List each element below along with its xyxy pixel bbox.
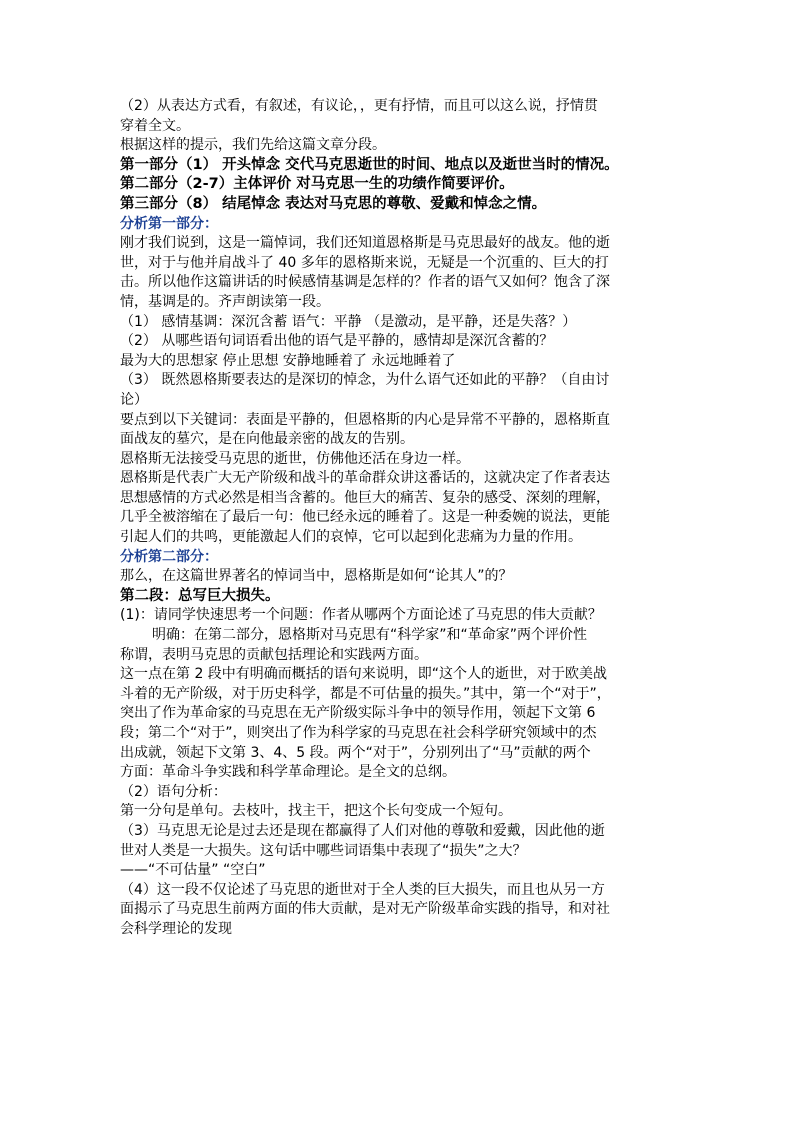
text-line: 那么，在这篇世界著名的悼词当中，恩格斯是如何“论其人”的？ bbox=[120, 568, 513, 585]
section-heading: 分析第一部分： bbox=[120, 215, 218, 232]
text-line: 击。所以他作这篇讲话的时候感情基调是怎样的？作者的语气又如何？饱含了深 bbox=[120, 274, 610, 291]
text-line: 几乎全被溶缩在了最后一句：他已经永远的睡着了。这是一种委婉的说法，更能 bbox=[120, 509, 610, 526]
text-line: 思想感情的方式必然是相当含蓄的。他巨大的痛苦、复杂的感受、深刻的理解， bbox=[120, 489, 610, 506]
bold-text-line: 第二段：总写巨大损失。 bbox=[120, 587, 280, 604]
bold-text-line: 第二部分（2-7）主体评价 对马克思一生的功绩作简要评价。 bbox=[120, 176, 514, 193]
text-line: (1)：请同学快速思考一个问题：作者从哪两个方面论述了马克思的伟大贡献？ bbox=[120, 607, 602, 624]
text-line: （4）这一段不仅论述了马克思的逝世对于全人类的巨大损失，而且也从另一方 bbox=[120, 881, 605, 898]
text-line: 方面：革命斗争实践和科学革命理论。是全文的总纲。 bbox=[120, 764, 456, 781]
bold-text-line: 第一部分（1） 开头悼念 交代马克思逝世的时间、地点以及逝世当时的情况。 bbox=[120, 156, 619, 173]
text-line: 恩格斯是代表广大无产阶级和战斗的革命群众讲这番话的，这就决定了作者表达 bbox=[120, 470, 610, 487]
text-line: （3）马克思无论是过去还是现在都赢得了人们对他的尊敬和爱戴，因此他的逝 bbox=[120, 822, 605, 839]
text-line: 会科学理论的发现 bbox=[120, 920, 232, 937]
text-line: 称谓，表明马克思的贡献包括理论和实践两方面。 bbox=[120, 646, 428, 663]
text-line: 根据这样的提示，我们先给这篇文章分段。 bbox=[120, 137, 386, 154]
text-line: （2）从表达方式看，有叙述，有议论，，更有抒情，而且可以这么说，抒情贯 bbox=[120, 98, 598, 114]
text-line: ——“不可估量” “空白” bbox=[120, 862, 266, 879]
text-line: （1） 感情基调：深沉含蓄 语气：平静 （是激动，是平静，还是失落？） bbox=[120, 313, 577, 330]
text-line: 论） bbox=[120, 391, 148, 408]
text-line: 穿着全文。 bbox=[120, 117, 190, 134]
text-line: 情，基调是的。齐声朗读第一段。 bbox=[120, 293, 330, 310]
text-line: 面揭示了马克思生前两方面的伟大贡献，是对无产阶级革命实践的指导，和对社 bbox=[120, 901, 610, 918]
text-line: （3） 既然恩格斯要表达的是深切的悼念，为什么语气还如此的平静？（自由讨 bbox=[120, 372, 610, 389]
text-line: 明确：在第二部分，恩格斯对马克思有“科学家”和“革命家”两个评价性 bbox=[152, 627, 588, 644]
section-heading: 分析第二部分： bbox=[120, 548, 218, 565]
text-line: 引起人们的共鸣，更能激起人们的哀悼，它可以起到化悲痛为力量的作用。 bbox=[120, 529, 582, 546]
text-line: 出成就，领起下文第 3、4、5 段。两个“对于”，分别列出了“马”贡献的两个 bbox=[120, 744, 591, 761]
text-line: 要点到以下关键词：表面是平静的，但恩格斯的内心是异常不平静的，恩格斯直 bbox=[120, 411, 610, 428]
text-line: （2）语句分析： bbox=[120, 783, 227, 800]
text-line: 世，对于与他并肩战斗了 40 多年的恩格斯来说，无疑是一个沉重的、巨大的打 bbox=[120, 254, 609, 271]
text-line: 第一分句是单句。去枝叶，找主干，把这个长句变成一个短句。 bbox=[120, 803, 512, 820]
document-body bbox=[120, 97, 690, 940]
text-line: 刚才我们说到，这是一篇悼词，我们还知道恩格斯是马克思最好的战友。他的逝 bbox=[120, 235, 610, 252]
text-line: 突出了作为革命家的马克思在无产阶级实际斗争中的领导作用，领起下文第 6 bbox=[120, 705, 596, 722]
text-line: 最为大的思想家 停止思想 安静地睡着了 永远地睡着了 bbox=[120, 352, 456, 369]
bold-text-line: 第三部分（8） 结尾悼念 表达对马克思的尊敬、爱戴和悼念之情。 bbox=[120, 195, 547, 212]
text-line: 恩格斯无法接受马克思的逝世，仿佛他还活在身边一样。 bbox=[120, 450, 470, 467]
text-line: 段；第二个“对于”，则突出了作为科学家的马克思在社会科学研究领域中的杰 bbox=[120, 725, 597, 741]
text-line: （2） 从哪些语句词语看出他的语气是平静的，感情却是深沉含蓄的？ bbox=[120, 333, 554, 350]
text-line: 面战友的墓穴，是在向他最亲密的战友的告别。 bbox=[120, 431, 414, 448]
text-line: 斗着的无产阶级，对于历史科学，都是不可估量的损失。”其中，第一个“对于”， bbox=[120, 685, 611, 702]
text-line: 世对人类是一大损失。这句话中哪些词语集中表现了“损失”之大？ bbox=[120, 842, 527, 859]
text-line: 这一点在第 2 段中有明确而概括的语句来说明，即“这个人的逝世，对于欧美战 bbox=[120, 666, 608, 683]
